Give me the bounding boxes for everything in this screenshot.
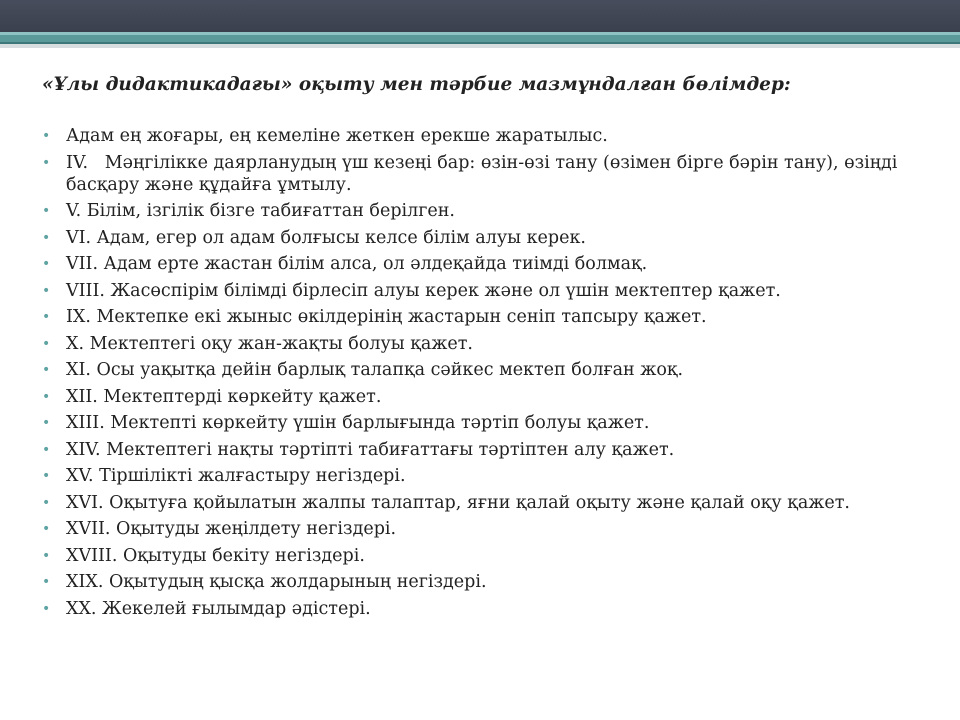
list-item <box>42 280 942 302</box>
list-item-text: XI. Осы уақытқа дейін барлық талапқа сәйкес мектеп болған жоқ. <box>66 360 684 380</box>
bullet-icon: • <box>42 282 51 299</box>
bullet-icon: • <box>42 547 51 564</box>
list-item <box>42 598 942 620</box>
bullet-icon: • <box>42 441 51 458</box>
bullet-icon: • <box>42 388 51 405</box>
list-item-text: XV. Тіршілікті жалғастыру негіздері. <box>66 466 406 486</box>
bullet-icon: • <box>42 574 51 590</box>
list-item <box>42 439 942 461</box>
list-item <box>42 306 942 328</box>
list-item-text: VI. Адам, егер ол адам болғысы келсе білім алуы керек. <box>66 227 586 248</box>
accent-band <box>0 32 960 44</box>
bullet-icon: • <box>42 600 51 617</box>
bullet-icon: • <box>42 494 51 511</box>
bullet-list <box>42 125 942 624</box>
list-item-text: XIII. Мектепті көркейту үшін барлығында тәртіп болуы қажет. <box>66 413 650 433</box>
list-item-text: XIV. Мектептегі нақты тәртіпті табиғаттағы тәртіптен алу қажет. <box>66 439 675 460</box>
list-item <box>42 492 942 514</box>
title-bar <box>0 0 960 32</box>
list-item <box>42 333 942 355</box>
list-item <box>42 152 942 196</box>
list-item <box>42 253 942 275</box>
list-item <box>42 545 942 567</box>
bullet-icon: • <box>42 203 51 219</box>
bullet-icon: • <box>42 521 51 537</box>
list-item-text: X. Мектептегі оқу жан-жақты болуы қажет. <box>66 333 473 354</box>
list-item-text: IV. Мәңгілікке даярланудың үш кезеңі бар: өзін-өзі тану (өзімен бірге бәрін тану), өзіңді басқару және құдайға ұмтылу. <box>66 152 903 195</box>
bullet-icon: • <box>42 128 51 144</box>
list-item <box>42 200 942 222</box>
bullet-icon: • <box>42 309 51 325</box>
bullet-icon: • <box>42 335 51 352</box>
bullet-icon: • <box>42 154 51 171</box>
bullet-icon: • <box>42 362 51 378</box>
list-item <box>42 465 942 487</box>
list-item <box>42 125 942 147</box>
list-item <box>42 359 942 381</box>
list-item <box>42 386 942 408</box>
bullet-icon: • <box>42 468 51 484</box>
list-item-text: XVII. Оқытуды жеңілдету негіздері. <box>66 519 397 539</box>
list-item-text: XIX. Оқытудың қысқа жолдарының негіздері. <box>66 572 487 592</box>
list-item-text: VII. Адам ерте жастан білім алса, ол әлдеқайда тиімді болмақ. <box>66 254 648 274</box>
bullet-icon: • <box>42 256 51 272</box>
list-item-text: VIII. Жасөспірім білімді бірлесіп алуы керек және ол үшін мектептер қажет. <box>66 280 781 301</box>
list-item <box>42 412 942 434</box>
list-item <box>42 227 942 249</box>
slide-heading: «Ұлы дидактикадағы» оқыту мен тәрбие мазмұндалған бөлімдер: <box>42 74 791 95</box>
bullet-icon: • <box>42 229 51 246</box>
list-item <box>42 518 942 540</box>
list-item-text: XII. Мектептерді көркейту қажет. <box>66 386 382 407</box>
accent-stripe <box>0 44 960 48</box>
list-item-text: XX. Жекелей ғылымдар әдістері. <box>66 598 371 619</box>
bullet-icon: • <box>42 415 51 431</box>
list-item-text: Адам ең жоғары, ең кемеліне жеткен ерекше жаратылыс. <box>66 126 608 146</box>
list-item-text: IX. Мектепке екі жыныс өкілдерінің жастарын сеніп тапсыру қажет. <box>66 307 707 327</box>
list-item <box>42 571 942 593</box>
list-item-text: XVI. Оқытуға қойылатын жалпы талаптар, яғни қалай оқыту және қалай оқу қажет. <box>66 492 850 513</box>
list-item-text: XVIII. Оқытуды бекіту негіздері. <box>66 545 365 566</box>
list-item-text: V. Білім, ізгілік бізге табиғаттан берілген. <box>66 201 455 221</box>
